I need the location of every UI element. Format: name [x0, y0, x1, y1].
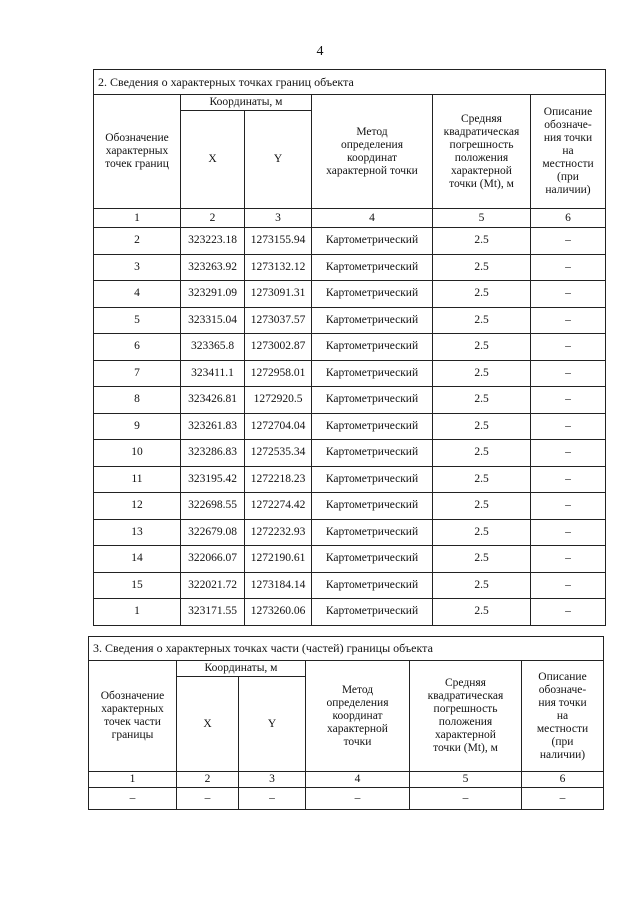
table-row	[94, 440, 606, 467]
header-x: X	[177, 677, 239, 772]
x-cell: 323365.8	[181, 334, 245, 361]
y-cell: 1272218.23	[245, 466, 312, 493]
x-cell: 323286.83	[181, 440, 245, 467]
table-row	[94, 228, 606, 255]
point-cell: 4	[94, 281, 181, 308]
y-cell: 1272958.01	[245, 360, 312, 387]
column-number: 6	[531, 209, 606, 228]
column-number: 5	[410, 772, 522, 788]
y-cell: 1273260.06	[245, 599, 312, 626]
table-row	[94, 254, 606, 281]
method-cell: Картометрический	[312, 413, 433, 440]
x-cell: 323291.09	[181, 281, 245, 308]
point-cell: 13	[94, 519, 181, 546]
point-cell: 3	[94, 254, 181, 281]
description-cell: –	[531, 307, 606, 334]
description-cell: –	[531, 254, 606, 281]
x-cell: 323411.1	[181, 360, 245, 387]
description-cell: –	[531, 413, 606, 440]
y-cell: 1272274.42	[245, 493, 312, 520]
error-cell: 2.5	[433, 546, 531, 573]
method-cell: Картометрический	[312, 228, 433, 255]
description-cell: –	[531, 599, 606, 626]
empty-cell: –	[410, 788, 522, 810]
header-y: Y	[239, 677, 306, 772]
column-number: 1	[94, 209, 181, 228]
table-row	[94, 334, 606, 361]
method-cell: Картометрический	[312, 493, 433, 520]
description-cell: –	[531, 360, 606, 387]
boundary-points-table	[93, 69, 606, 626]
empty-cell: –	[89, 788, 177, 810]
point-cell: 8	[94, 387, 181, 414]
point-cell: 2	[94, 228, 181, 255]
page-number: 4	[316, 44, 324, 59]
column-number: 4	[306, 772, 410, 788]
error-cell: 2.5	[433, 307, 531, 334]
header-designation: Обозначение характерных точек границ	[94, 95, 181, 209]
header-coordinates: Координаты, м	[181, 95, 312, 111]
method-cell: Картометрический	[312, 519, 433, 546]
table-row	[94, 360, 606, 387]
y-cell: 1272704.04	[245, 413, 312, 440]
column-number: 2	[181, 209, 245, 228]
error-cell: 2.5	[433, 599, 531, 626]
error-cell: 2.5	[433, 493, 531, 520]
x-cell: 322698.55	[181, 493, 245, 520]
section-3-title: 3. Сведения о характерных точках части (частей) границы объекта	[89, 637, 604, 661]
table-row	[94, 599, 606, 626]
y-cell: 1272920.5	[245, 387, 312, 414]
empty-cell: –	[239, 788, 306, 810]
error-cell: 2.5	[433, 281, 531, 308]
method-cell: Картометрический	[312, 387, 433, 414]
y-cell: 1273091.31	[245, 281, 312, 308]
header-error: Средняя квадратическая погрешность положения характерной точки (Mt), м	[410, 661, 522, 772]
column-number-row	[89, 772, 604, 788]
point-cell: 5	[94, 307, 181, 334]
description-cell: –	[531, 493, 606, 520]
method-cell: Картометрический	[312, 254, 433, 281]
point-cell: 12	[94, 493, 181, 520]
description-cell: –	[531, 387, 606, 414]
y-cell: 1272535.34	[245, 440, 312, 467]
table-row	[94, 519, 606, 546]
part-boundary-points-table	[88, 636, 604, 810]
header-error: Средняя квадратическая погрешность положения характерной точки (Mt), м	[433, 95, 531, 209]
point-cell: 11	[94, 466, 181, 493]
description-cell: –	[531, 281, 606, 308]
point-cell: 15	[94, 572, 181, 599]
method-cell: Картометрический	[312, 572, 433, 599]
x-cell: 323263.92	[181, 254, 245, 281]
header-coordinates: Координаты, м	[177, 661, 306, 677]
header-description: Описание обозначе- ния точки на местности (при наличии)	[522, 661, 604, 772]
column-number: 6	[522, 772, 604, 788]
column-number: 5	[433, 209, 531, 228]
point-cell: 6	[94, 334, 181, 361]
column-number-row	[94, 209, 606, 228]
method-cell: Картометрический	[312, 440, 433, 467]
description-cell: –	[531, 228, 606, 255]
x-cell: 323171.55	[181, 599, 245, 626]
header-method: Метод определения координат характерной точки	[306, 661, 410, 772]
empty-cell: –	[177, 788, 239, 810]
y-cell: 1273037.57	[245, 307, 312, 334]
error-cell: 2.5	[433, 440, 531, 467]
description-cell: –	[531, 572, 606, 599]
x-cell: 322021.72	[181, 572, 245, 599]
x-cell: 323261.83	[181, 413, 245, 440]
description-cell: –	[531, 519, 606, 546]
error-cell: 2.5	[433, 228, 531, 255]
y-cell: 1272190.61	[245, 546, 312, 573]
description-cell: –	[531, 440, 606, 467]
column-number: 2	[177, 772, 239, 788]
boundary-points-rows	[94, 228, 606, 626]
header-designation: Обозначение характерных точек части границы	[89, 661, 177, 772]
method-cell: Картометрический	[312, 334, 433, 361]
y-cell: 1273155.94	[245, 228, 312, 255]
table-row	[94, 466, 606, 493]
method-cell: Картометрический	[312, 599, 433, 626]
x-cell: 323315.04	[181, 307, 245, 334]
description-cell: –	[531, 334, 606, 361]
column-number: 3	[239, 772, 306, 788]
description-cell: –	[531, 466, 606, 493]
header-y: Y	[245, 111, 312, 209]
error-cell: 2.5	[433, 360, 531, 387]
table-row	[94, 572, 606, 599]
method-cell: Картометрический	[312, 546, 433, 573]
empty-row	[89, 788, 604, 810]
error-cell: 2.5	[433, 413, 531, 440]
error-cell: 2.5	[433, 466, 531, 493]
error-cell: 2.5	[433, 519, 531, 546]
column-number: 1	[89, 772, 177, 788]
table-row	[94, 546, 606, 573]
point-cell: 14	[94, 546, 181, 573]
empty-cell: –	[306, 788, 410, 810]
y-cell: 1273184.14	[245, 572, 312, 599]
y-cell: 1272232.93	[245, 519, 312, 546]
y-cell: 1273002.87	[245, 334, 312, 361]
table-row	[94, 307, 606, 334]
section-2-title: 2. Сведения о характерных точках границ объекта	[94, 70, 606, 95]
header-method: Метод определения координат характерной точки	[312, 95, 433, 209]
error-cell: 2.5	[433, 572, 531, 599]
method-cell: Картометрический	[312, 360, 433, 387]
point-cell: 1	[94, 599, 181, 626]
table-row	[94, 387, 606, 414]
point-cell: 9	[94, 413, 181, 440]
point-cell: 10	[94, 440, 181, 467]
point-cell: 7	[94, 360, 181, 387]
table-row	[94, 413, 606, 440]
error-cell: 2.5	[433, 254, 531, 281]
x-cell: 322066.07	[181, 546, 245, 573]
error-cell: 2.5	[433, 387, 531, 414]
x-cell: 323195.42	[181, 466, 245, 493]
x-cell: 323223.18	[181, 228, 245, 255]
header-x: X	[181, 111, 245, 209]
table-row	[94, 281, 606, 308]
column-number: 4	[312, 209, 433, 228]
empty-cell: –	[522, 788, 604, 810]
y-cell: 1273132.12	[245, 254, 312, 281]
column-number: 3	[245, 209, 312, 228]
x-cell: 323426.81	[181, 387, 245, 414]
header-description: Описание обозначе- ния точки на местности (при наличии)	[531, 95, 606, 209]
method-cell: Картометрический	[312, 281, 433, 308]
error-cell: 2.5	[433, 334, 531, 361]
table-row	[94, 493, 606, 520]
x-cell: 322679.08	[181, 519, 245, 546]
method-cell: Картометрический	[312, 307, 433, 334]
description-cell: –	[531, 546, 606, 573]
method-cell: Картометрический	[312, 466, 433, 493]
